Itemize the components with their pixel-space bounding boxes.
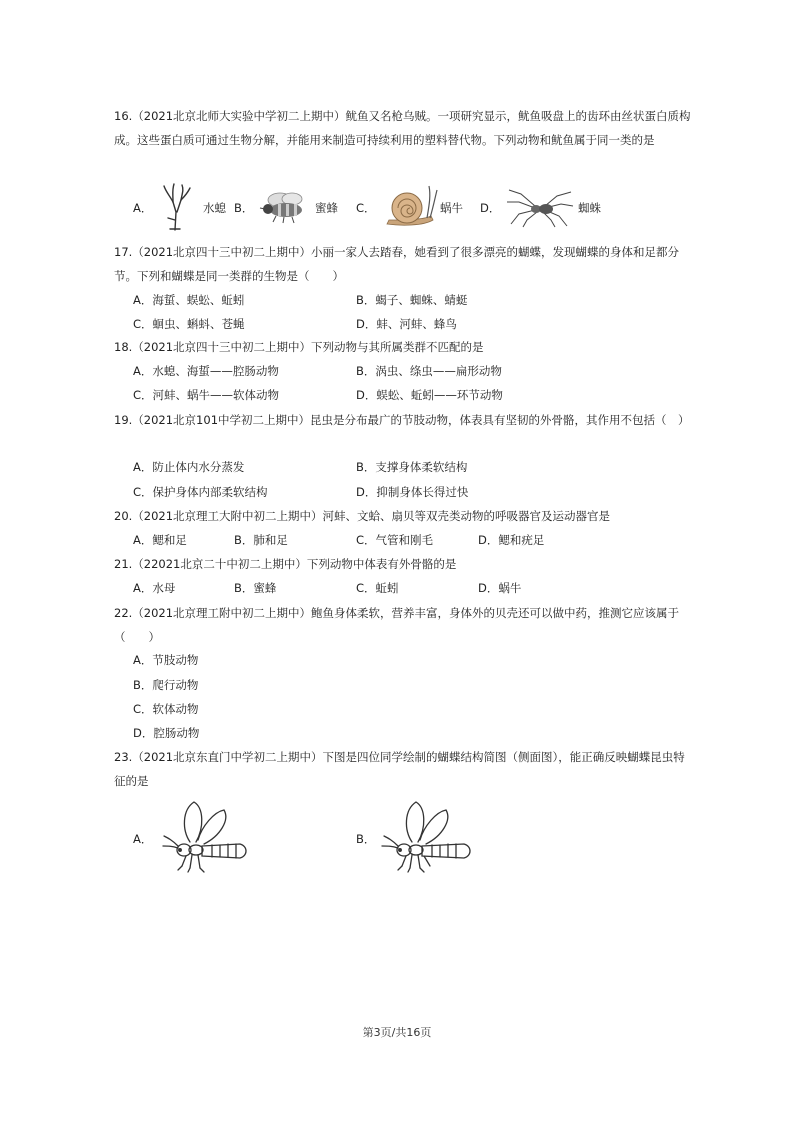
q17-option-a: A．海蜇、蜈蚣、蚯蚓 [133, 293, 245, 307]
q20-option-b: B．肺和足 [234, 533, 288, 547]
question-21-stem: 21.（22021北京二十中初二上期中）下列动物中体表有外骨骼的是 [114, 557, 457, 571]
q18-option-c: C．河蚌、蜗牛——软体动物 [133, 388, 280, 402]
q16-option-c-name: 蜗牛 [440, 201, 463, 215]
page-number: 第3页/共16页 [362, 1026, 432, 1039]
q19-option-d: D．抑制身体长得过快 [356, 485, 469, 499]
q19-option-c: C．保护身体内部柔软结构 [133, 485, 268, 499]
q17-option-b: B．蝎子、蜘蛛、蜻蜓 [356, 293, 468, 307]
q18-option-d: D．蜈蚣、蚯蚓——环节动物 [356, 388, 503, 402]
q21-option-d: D．蜗牛 [478, 581, 522, 595]
q19-option-a: A．防止体内水分蒸发 [133, 460, 245, 474]
q16-option-c-letter: C． [356, 201, 376, 215]
q19-option-b: B．支撑身体柔软结构 [356, 460, 468, 474]
q21-option-a: A．水母 [133, 581, 176, 595]
q18-option-b: B．涡虫、绦虫——扁形动物 [356, 364, 502, 378]
question-19-stem: 19.（2021北京101中学初二上期中）昆虫是分布最广的节肢动物，体表具有坚韧的外骨骼，其作用不包括（ ） [114, 413, 690, 427]
bee-icon [256, 190, 314, 224]
hydra-icon [160, 182, 194, 232]
q20-option-a: A．鳃和足 [133, 533, 187, 547]
question-16-stem: 16.（2021北京北师大实验中学初二上期中）鱿鱼又名枪乌贼。一项研究显示，鱿鱼吸盘上的齿环由丝状蛋白质构成。这些蛋白质可通过生物分解，并能用来制造可持续利用的塑料替代物。下列动物和鱿鱼属于同一类的是 [114, 109, 691, 147]
butterfly-drawing-b [378, 798, 474, 878]
q22-option-a: A．节肢动物 [133, 653, 199, 667]
q20-option-d: D．鳃和疣足 [478, 533, 545, 547]
question-20-stem: 20.（2021北京理工大附中初二上期中）河蚌、文蛤、扇贝等双壳类动物的呼吸器官及运动器官是 [114, 509, 611, 523]
q18-option-a: A．水螅、海蜇——腔肠动物 [133, 364, 279, 378]
q17-option-c: C．蛔虫、蝌蚪、苍蝇 [133, 317, 245, 331]
q23-option-b-letter: B． [356, 832, 376, 846]
q20-option-c: C．气管和刚毛 [356, 533, 434, 547]
question-18-stem: 18.（2021北京四十三中初二上期中）下列动物与其所属类群不匹配的是 [114, 340, 484, 354]
q22-option-d: D．腔肠动物 [133, 726, 200, 740]
q16-option-a-letter: A． [133, 201, 153, 215]
q16-option-d-letter: D． [480, 201, 501, 215]
q21-option-b: B．蜜蜂 [234, 581, 277, 595]
question-22-stem: 22.（2021北京理工附中初二上期中）鲍鱼身体柔软，营养丰富，身体外的贝壳还可以做中药，推测它应该属于（ ） [114, 606, 680, 644]
butterfly-drawing-a [160, 798, 250, 878]
question-23-stem: 23.（2021北京东直门中学初二上期中）下图是四位同学绘制的蝴蝶结构简图（侧面图），能正确反映蝴蝶昆虫特征的是 [114, 750, 685, 788]
q22-option-b: B．爬行动物 [133, 678, 199, 692]
q16-option-a-name: 水螅 [203, 201, 226, 215]
q16-option-d-name: 蜘蛛 [578, 201, 601, 215]
q16-option-b-letter: B． [234, 201, 254, 215]
question-17-stem: 17.（2021北京四十三中初二上期中）小丽一家人去踏春，她看到了很多漂亮的蝴蝶，发现蝴蝶的身体和足都分节。下列和蝴蝶是同一类群的生物是（ ） [114, 245, 680, 283]
q21-option-c: C．蚯蚓 [356, 581, 399, 595]
q16-option-b-name: 蜜蜂 [315, 201, 338, 215]
spider-icon [505, 188, 575, 228]
q22-option-c: C．软体动物 [133, 702, 199, 716]
q23-option-a-letter: A． [133, 832, 153, 846]
q17-option-d: D．蚌、河蚌、蜂鸟 [356, 317, 457, 331]
snail-icon [383, 180, 439, 228]
